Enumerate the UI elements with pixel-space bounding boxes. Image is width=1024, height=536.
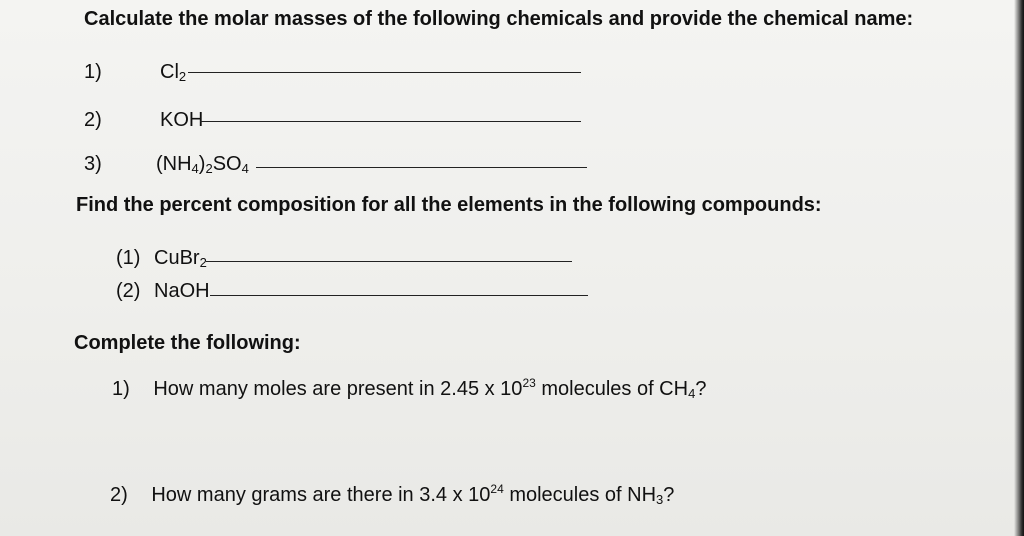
percent-comp-item-1 (0, 246, 1024, 270)
formula: $(NH_4)_2SO_4$ (156, 153, 249, 176)
formula: $Cl_2$ (160, 61, 187, 84)
section2-heading: Find the percent composition for all the elements in the following compounds: (76, 194, 822, 216)
answer-blank[interactable] (200, 121, 581, 122)
item-number: 2) (84, 109, 102, 131)
percent-comp-item-2 (0, 279, 1024, 303)
answer-blank[interactable] (206, 261, 572, 262)
molar-mass-item-1 (0, 60, 1024, 84)
section1-heading: Calculate the molar masses of the following chemicals and provide the chemical name: (84, 8, 914, 30)
question-text: How many moles are present in 2.45 x $10^{23}$ molecules of $CH_4$? (153, 376, 707, 401)
formula: KOH (160, 109, 204, 131)
question-number: 1) (112, 378, 130, 400)
page-edge-shadow (1014, 0, 1024, 536)
formula: NaOH (154, 280, 210, 302)
answer-blank[interactable] (188, 72, 581, 73)
molar-mass-item-3 (0, 152, 1024, 176)
answer-blank[interactable] (256, 167, 587, 168)
question-1 (112, 378, 706, 401)
answer-blank[interactable] (210, 295, 588, 296)
item-number: 1) (84, 61, 102, 83)
question-text: How many grams are there in 3.4 x $10^{24}$ molecules of $NH_3$? (151, 482, 675, 507)
question-number: 2) (110, 484, 128, 506)
item-number: 3) (84, 153, 102, 175)
formula: CuBr$_2$ (154, 247, 207, 270)
section3-heading: Complete the following: (74, 332, 301, 354)
question-2 (110, 484, 674, 507)
item-number: (1) (116, 247, 141, 269)
molar-mass-item-2 (0, 108, 1024, 132)
item-number: (2) (116, 280, 141, 302)
